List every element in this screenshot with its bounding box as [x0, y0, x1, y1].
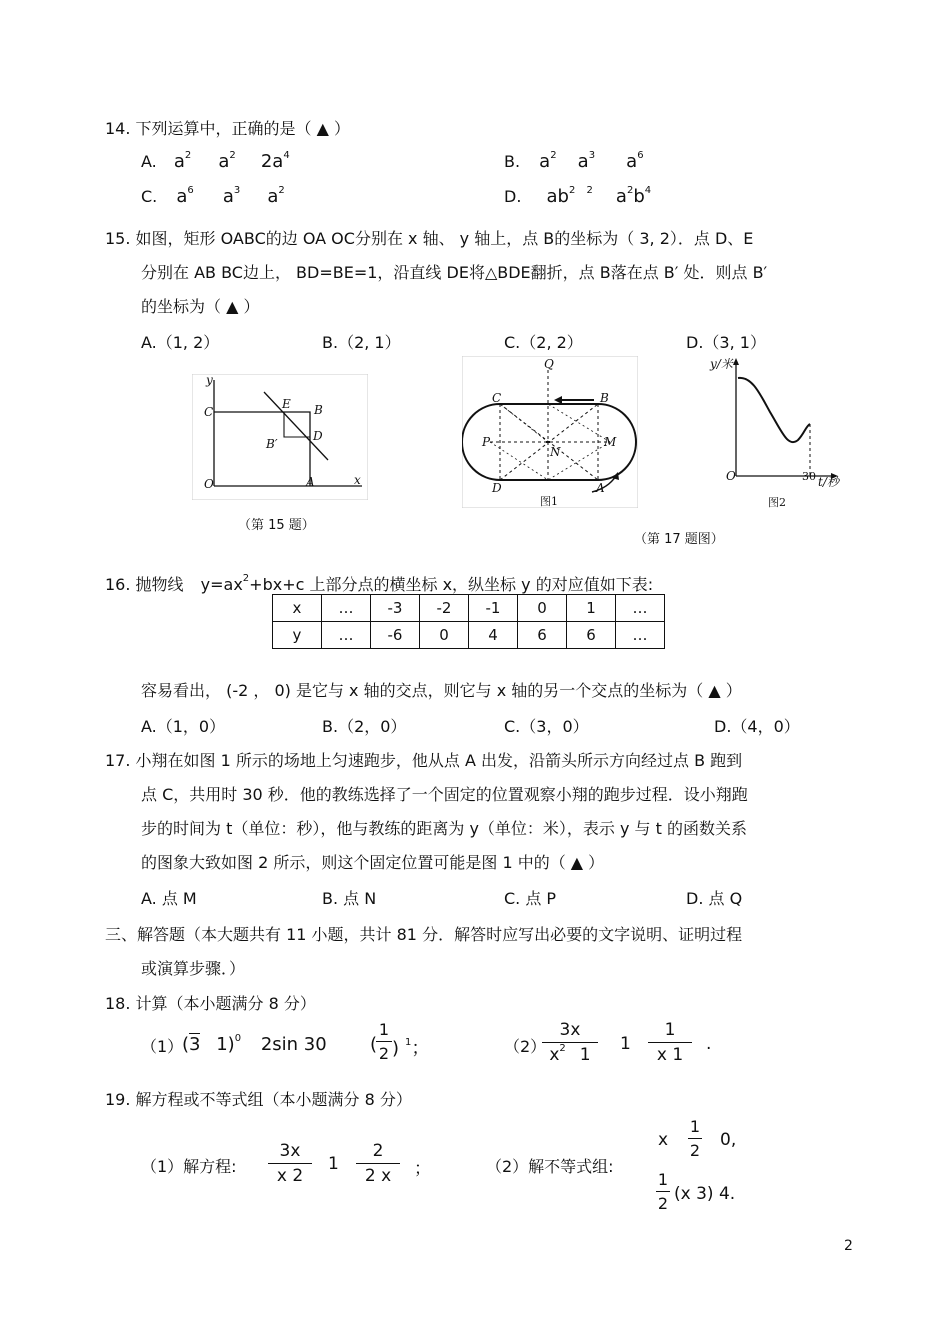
q19-part1-semicolon: ； — [414, 1159, 431, 1179]
q18-part1-fraction: 1 2 — [376, 1020, 392, 1063]
q16-value-table — [272, 594, 665, 649]
q18-part1-frac-open: ( — [370, 1034, 378, 1055]
q19-stem: 19. 解方程或不等式组（本小题满分 8 分） — [105, 1090, 412, 1109]
fig15-label-a: A — [306, 475, 315, 489]
table-cell: 6 — [567, 622, 616, 649]
fig1-label-n: N — [550, 445, 561, 459]
fig2-label-o: O — [726, 469, 736, 483]
q17-option-d: D. 点 Q — [686, 889, 743, 908]
table-cell: … — [616, 595, 665, 622]
section3-line1: 三、解答题（本大题共有 11 小题，共计 81 分．解答时应写出必要的文字说明、证明过程 — [105, 925, 743, 944]
page-number: 2 — [844, 1238, 853, 1254]
q19-ineq2-fraction: 1 2 — [657, 1170, 669, 1213]
q17-figure-1 — [462, 356, 638, 508]
table-cell: -3 — [371, 595, 420, 622]
fig1-label-m: M — [604, 435, 617, 449]
fig1-label-d: D — [492, 481, 502, 495]
q15-caption: （第 15 题） — [238, 518, 315, 533]
q16-option-c: C.（3，0） — [504, 717, 589, 736]
q17-option-c: C. 点 P — [504, 889, 557, 908]
q14-option-d: D. $ab^2$ $^2$ $a^2b^4$ — [504, 185, 652, 207]
q15-option-a: A.（1, 2） — [141, 333, 220, 352]
q19-part1-one: 1 — [328, 1154, 339, 1174]
table-cell: y — [273, 622, 322, 649]
table-row — [273, 595, 665, 622]
table-cell: … — [322, 622, 371, 649]
fig1-label-b: B — [600, 391, 609, 405]
fig15-label-e: E — [282, 397, 291, 411]
q18-part1-frac-close: ) $^1$； — [392, 1037, 430, 1059]
q17-line1: 17. 小翔在如图 1 所示的场地上匀速跑步，他从点 A 出发，沿箭头所示方向经过点 B 跑到 — [105, 751, 743, 770]
q16-option-a: A.（1，0） — [141, 717, 226, 736]
option-label: B. — [504, 152, 521, 171]
fig15-label-b-prime: B′ — [266, 437, 278, 451]
q15-figure — [192, 374, 368, 500]
table-row — [273, 622, 665, 649]
q19-part1-label: （1）解方程: — [141, 1157, 237, 1176]
q17-option-a: A. 点 M — [141, 889, 197, 908]
q14-option-a: A. $a^2$ $a^2$ $2a^4$ — [141, 150, 290, 172]
q18-stem: 18. 计算（本小题满分 8 分） — [105, 994, 316, 1013]
table-cell: -1 — [469, 595, 518, 622]
q19-ineq2-rest: (x 3) 4. — [674, 1184, 736, 1204]
q16-stem: 16. 抛物线 $y=ax^2+bx+c$ 上部分点的横坐标 x，纵坐标 y 的对应值如下表: — [105, 573, 654, 594]
fig1-label-q: Q — [544, 357, 554, 371]
fig2-caption: 图2 — [768, 496, 786, 508]
fig15-label-b: B — [314, 403, 323, 417]
q17-line4: 的图象大致如图 2 所示，则这个固定位置可能是图 1 中的（ ▲ ） — [141, 853, 605, 872]
fig2-label-30: 30 — [802, 470, 816, 483]
q17-option-b: B. 点 N — [322, 889, 377, 908]
q14-option-c: C. $a^6$ $a^3$ $a^2$ — [141, 185, 285, 207]
q19-part1-fraction-1: 3x x 2 — [268, 1141, 312, 1186]
q18-part2-fraction-1: 3x $x^2$ 1 — [542, 1020, 598, 1065]
q19-ineq1-rhs: 0, — [720, 1130, 737, 1150]
q18-part2-period: . — [706, 1034, 712, 1054]
fig1-label-a: A — [596, 481, 605, 495]
table-cell: 0 — [518, 595, 567, 622]
option-label: A. — [141, 152, 157, 171]
fig1-label-p: P — [482, 435, 491, 449]
q18-part2-fraction-2: 1 x 1 — [648, 1020, 692, 1065]
q15-option-c: C.（2, 2） — [504, 333, 583, 352]
q14-stem: 14. 下列运算中，正确的是（ ▲ ） — [105, 119, 351, 138]
q18-part1-label: （1） — [141, 1037, 184, 1056]
q19-ineq1-x: x — [658, 1130, 669, 1150]
q14-option-b: B. $a^2$ $a^3$ $a^6$ — [504, 150, 644, 172]
fig15-label-x: x — [354, 473, 361, 487]
q15-option-b: B.（2, 1） — [322, 333, 401, 352]
q18-part2-one: 1 — [620, 1034, 631, 1054]
table-cell: x — [273, 595, 322, 622]
q19-part1-fraction-2: 2 2 x — [356, 1141, 400, 1186]
option-label: D. — [504, 187, 522, 206]
table-cell: … — [616, 622, 665, 649]
fig1-caption: 图1 — [540, 495, 558, 508]
fig15-label-o: O — [204, 477, 214, 491]
fig2-label-y: y/米 — [710, 357, 733, 371]
q19-ineq1-fraction: 1 2 — [689, 1117, 701, 1160]
table-cell: 4 — [469, 622, 518, 649]
fig15-label-d: D — [313, 429, 323, 443]
q17-figure-caption: （第 17 题图） — [634, 532, 724, 547]
q15-line2: 分别在 AB BC边上， BD=BE=1，沿直线 DE将△BDE翻折，点 B落在点 B′ 处．则点 B′ — [141, 263, 768, 282]
q19-part2-label: （2）解不等式组: — [486, 1157, 614, 1176]
table-cell: … — [322, 595, 371, 622]
table-cell: 0 — [420, 622, 469, 649]
fig1-label-c: C — [492, 391, 502, 405]
q16-option-d: D.（4，0） — [714, 717, 800, 736]
q18-part1-expr: (3 1)$^0$ 2sin 30 — [182, 1033, 327, 1055]
table-cell: 6 — [518, 622, 567, 649]
fig15-label-y: y — [206, 374, 213, 387]
section3-line2: 或演算步骤．） — [141, 959, 246, 978]
q17-figure-2 — [706, 356, 840, 508]
q17-line3: 步的时间为 t（单位：秒），他与教练的距离为 y（单位：米），表示 y 与 t 的函数关系 — [141, 819, 748, 838]
q16-after-text: 容易看出， (-2 ， 0) 是它与 x 轴的交点，则它与 x 轴的另一个交点的坐标为（ ▲ ） — [141, 681, 742, 700]
q15-line3: 的坐标为（ ▲ ） — [141, 297, 260, 316]
q17-line2: 点 C，共用时 30 秒．他的教练选择了一个固定的位置观察小翔的跑步过程．设小翔跑 — [141, 785, 748, 804]
table-cell: 1 — [567, 595, 616, 622]
option-label: C. — [141, 187, 158, 206]
q15-line1: 15. 如图，矩形 OABC的边 OA OC分别在 x 轴、 y 轴上，点 B的坐标为（ 3, 2）．点 D、E — [105, 229, 754, 248]
fig15-label-c: C — [204, 405, 214, 419]
fig2-label-t: t/秒 — [818, 475, 839, 489]
table-cell: -2 — [420, 595, 469, 622]
q18-part2-label: （2） — [504, 1037, 547, 1056]
q16-option-b: B.（2，0） — [322, 717, 407, 736]
q15-option-d: D.（3, 1） — [686, 333, 766, 352]
table-cell: -6 — [371, 622, 420, 649]
